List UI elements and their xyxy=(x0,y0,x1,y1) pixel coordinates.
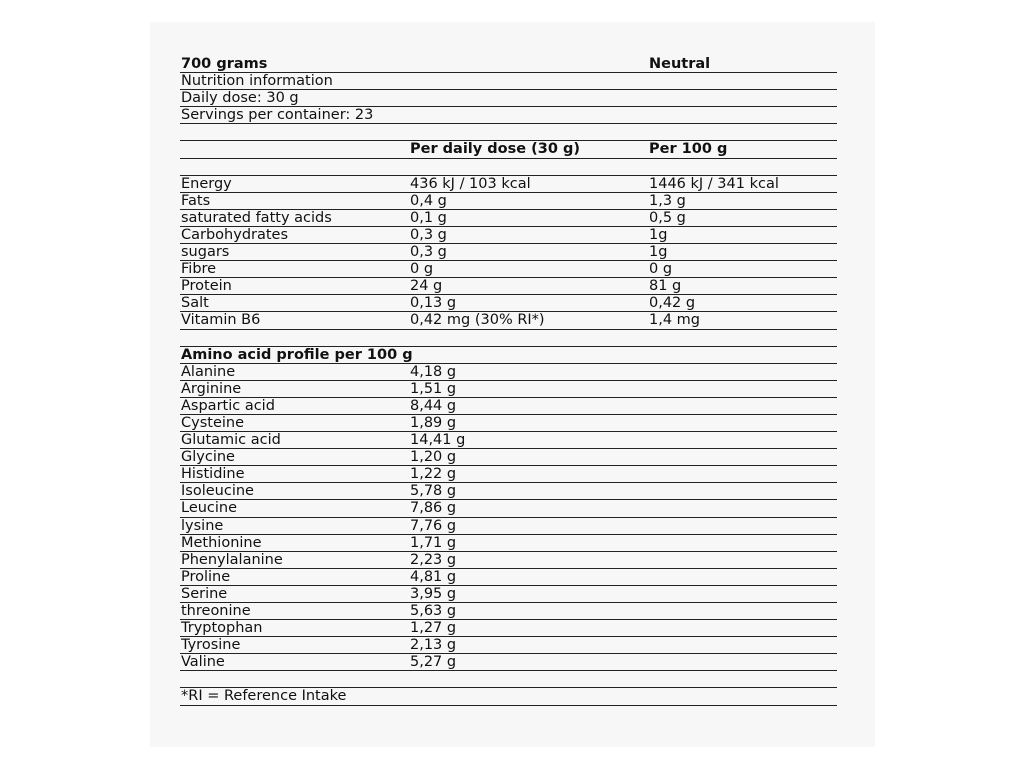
servings-row xyxy=(180,107,837,124)
amino-row xyxy=(180,535,837,552)
amino-name: Glutamic acid xyxy=(181,432,281,449)
nutrient-dose-value: 0,1 g xyxy=(410,209,447,226)
nutrient-row xyxy=(180,278,837,295)
amino-row xyxy=(180,364,837,381)
spacer-row xyxy=(180,159,837,176)
nutrition-table xyxy=(180,56,837,706)
nutrient-100g-value: 0 g xyxy=(649,261,673,278)
nutrient-dose-value: 0 g xyxy=(410,261,434,278)
amino-name: Glycine xyxy=(181,449,235,466)
footnote-row xyxy=(180,688,837,705)
amino-value: 7,86 g xyxy=(410,500,457,517)
spacer-row xyxy=(180,671,837,688)
amino-value: 5,27 g xyxy=(410,654,457,671)
nutrient-dose-value: 0,3 g xyxy=(410,244,447,261)
amino-name: Serine xyxy=(181,585,228,602)
amino-value: 1,89 g xyxy=(410,414,457,431)
nutrient-name: saturated fatty acids xyxy=(181,209,332,226)
amino-title: Amino acid profile per 100 g xyxy=(181,346,413,363)
amino-row xyxy=(180,432,837,449)
amino-value: 5,78 g xyxy=(410,483,457,500)
nutrient-name: Protein xyxy=(181,278,232,295)
amino-name: Cysteine xyxy=(181,414,245,431)
column-header-dose: Per daily dose (30 g) xyxy=(410,141,580,158)
amino-title-row xyxy=(180,347,837,364)
amino-row xyxy=(180,415,837,432)
nutrient-name: Carbohydrates xyxy=(181,226,289,243)
nutrient-100g-value: 1,4 mg xyxy=(649,312,700,329)
amino-row xyxy=(180,569,837,586)
amino-row xyxy=(180,637,837,654)
nutrient-100g-value: 1,3 g xyxy=(649,192,686,209)
nutrient-name: Vitamin B6 xyxy=(181,312,261,329)
nutrient-row xyxy=(180,176,837,193)
nutrient-name: sugars xyxy=(181,244,230,261)
flavour-label: Neutral xyxy=(649,56,711,72)
nutrient-100g-value: 1446 kJ / 341 kcal xyxy=(649,175,779,192)
amino-row xyxy=(180,449,837,466)
nutrient-100g-value: 1g xyxy=(649,244,668,261)
amino-name: lysine xyxy=(181,517,224,534)
nutrient-dose-value: 24 g xyxy=(410,278,443,295)
amino-name: Aspartic acid xyxy=(181,397,275,414)
nutrient-row xyxy=(180,193,837,210)
amino-value: 3,95 g xyxy=(410,585,457,602)
amino-name: Methionine xyxy=(181,534,262,551)
amino-value: 5,63 g xyxy=(410,603,457,619)
amino-value: 4,81 g xyxy=(410,568,457,585)
nutrient-100g-value: 0,42 g xyxy=(649,295,696,312)
servings-label: Servings per container: 23 xyxy=(181,107,374,124)
amino-name: Alanine xyxy=(181,363,236,380)
amino-value: 2,13 g xyxy=(410,637,457,654)
column-header-100g: Per 100 g xyxy=(649,141,728,158)
amino-row xyxy=(180,586,837,603)
amino-name: Histidine xyxy=(181,466,245,483)
nutrient-name: Salt xyxy=(181,295,209,312)
nutrient-100g-value: 0,5 g xyxy=(649,209,686,226)
nutrient-name: Fats xyxy=(181,192,211,209)
nutrient-name: Fibre xyxy=(181,261,217,278)
amino-name: threonine xyxy=(181,603,251,619)
amino-name: Tryptophan xyxy=(181,620,263,637)
amino-value: 7,76 g xyxy=(410,517,457,534)
amino-value: 8,44 g xyxy=(410,397,457,414)
nutrient-row xyxy=(180,227,837,244)
nutrient-dose-value: 0,13 g xyxy=(410,295,457,312)
nutrition-panel xyxy=(150,22,875,747)
nutrient-row xyxy=(180,244,837,261)
package-size: 700 grams xyxy=(181,56,268,72)
amino-row xyxy=(180,500,837,517)
amino-row xyxy=(180,603,837,620)
amino-row xyxy=(180,654,837,671)
amino-value: 1,27 g xyxy=(410,620,457,637)
nutrient-100g-value: 81 g xyxy=(649,278,682,295)
amino-value: 1,20 g xyxy=(410,449,457,466)
nutrient-row xyxy=(180,210,837,227)
amino-row xyxy=(180,518,837,535)
nutrient-100g-value: 1g xyxy=(649,226,668,243)
amino-value: 1,71 g xyxy=(410,534,457,551)
amino-row xyxy=(180,483,837,500)
spacer-row xyxy=(180,330,837,347)
nutrient-dose-value: 0,3 g xyxy=(410,226,447,243)
amino-value: 4,18 g xyxy=(410,363,457,380)
amino-value: 2,23 g xyxy=(410,551,457,568)
daily-dose-row xyxy=(180,90,837,107)
amino-name: Leucine xyxy=(181,500,238,517)
daily-dose-label: Daily dose: 30 g xyxy=(181,90,299,107)
column-header-row xyxy=(180,141,837,158)
amino-value: 1,22 g xyxy=(410,466,457,483)
amino-name: Isoleucine xyxy=(181,483,254,500)
nutrient-dose-value: 0,42 mg (30% RI*) xyxy=(410,312,545,329)
nutrient-dose-value: 436 kJ / 103 kcal xyxy=(410,175,531,192)
nutrient-row xyxy=(180,261,837,278)
amino-row xyxy=(180,620,837,637)
amino-name: Proline xyxy=(181,568,231,585)
nutrient-name: Energy xyxy=(181,175,232,192)
header-row xyxy=(180,56,837,73)
amino-value: 1,51 g xyxy=(410,380,457,397)
amino-row xyxy=(180,398,837,415)
nutrition-info-label: Nutrition information xyxy=(181,73,333,90)
footnote: *RI = Reference Intake xyxy=(181,688,347,705)
amino-row xyxy=(180,552,837,569)
amino-value: 14,41 g xyxy=(410,432,466,449)
amino-name: Valine xyxy=(181,654,225,671)
nutrient-row xyxy=(180,312,837,329)
spacer-row xyxy=(180,124,837,141)
amino-name: Tyrosine xyxy=(181,637,241,654)
amino-row xyxy=(180,466,837,483)
nutrient-dose-value: 0,4 g xyxy=(410,192,447,209)
nutrient-row xyxy=(180,295,837,312)
amino-name: Arginine xyxy=(181,380,242,397)
nutrition-info-row xyxy=(180,73,837,90)
amino-row xyxy=(180,381,837,398)
amino-name: Phenylalanine xyxy=(181,551,283,568)
